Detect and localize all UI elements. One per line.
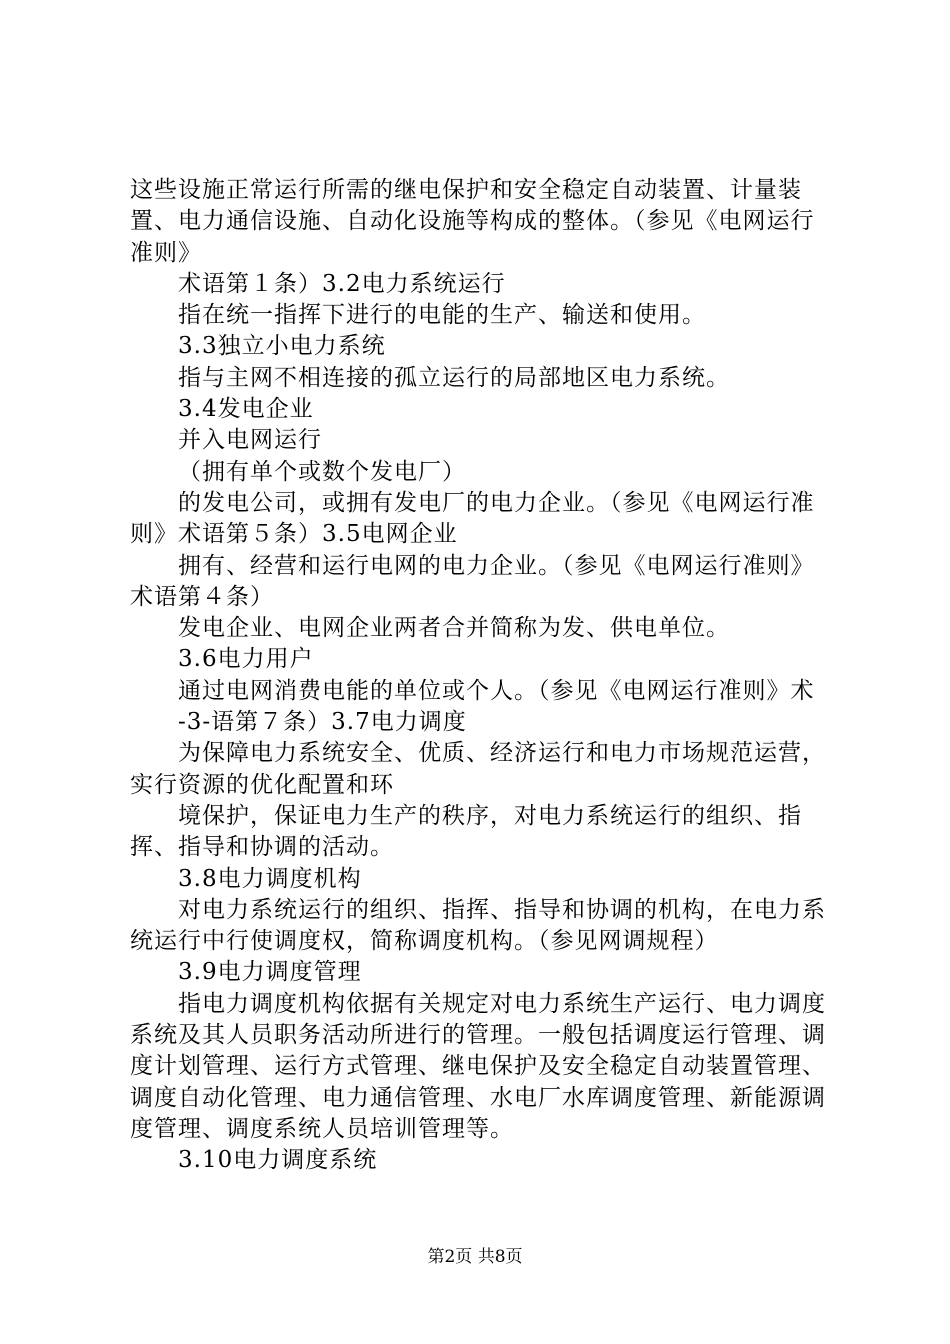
- paragraph-9: 的发电公司，或拥有发电厂的电力企业。（参见《电网运行准则》术语第５条）3.5电网企业: [130, 489, 815, 548]
- paragraph-10: 拥有、经营和运行电网的电力企业。（参见《电网运行准则》术语第４条）: [130, 552, 815, 610]
- paragraph-4: 3.3独立小电力系统: [178, 333, 386, 360]
- paragraph-16: 境保护，保证电力生产的秩序，对电力系统运行的组织、指挥、指导和协调的活动。: [130, 802, 802, 861]
- document-body: [130, 175, 836, 1177]
- paragraph-12: 3.6电力用户: [178, 646, 314, 673]
- paragraph-14: -3-语第７条）3.7电力调度: [178, 709, 467, 736]
- paragraph-7: 并入电网运行: [178, 427, 322, 454]
- paragraph-21: 3.10电力调度系统: [178, 1147, 378, 1174]
- paragraph-17: 3.8电力调度机构: [178, 865, 362, 892]
- paragraph-19: 3.9电力调度管理: [178, 959, 362, 986]
- paragraph-6: 3.4发电企业: [178, 396, 314, 423]
- paragraph-11: 发电企业、电网企业两者合并简称为发、供电单位。: [178, 615, 730, 642]
- paragraph-20: 指电力调度机构依据有关规定对电力系统生产运行、电力调度系统及其人员职务活动所进行的管理。一般包括调度运行管理、调度计划管理、运行方式管理、继电保护及安全稳定自动装置管理、调度自动化管理、电力通信管理、水电厂水库调度管理、新能源调度管理、调度系统人员培训管理等。: [130, 990, 826, 1142]
- paragraph-5: 指与主网不相连接的孤立运行的局部地区电力系统。: [178, 364, 730, 391]
- paragraph-3: 指在统一指挥下进行的电能的生产、输送和使用。: [178, 302, 706, 329]
- paragraph-18: 对电力系统运行的组织、指挥、指导和协调的机构，在电力系统运行中行使调度权，简称调度机构。（参见网调规程）: [130, 896, 826, 955]
- paragraph-13: 通过电网消费电能的单位或个人。（参见《电网运行准则》术: [178, 677, 815, 704]
- paragraph-8: （拥有单个或数个发电厂）: [178, 458, 466, 485]
- paragraph-2: 术语第１条）3.2电力系统运行: [178, 270, 506, 297]
- page-number-footer: 第2页 共8页: [427, 1247, 523, 1267]
- paragraph-15: 为保障电力系统安全、优质、经济运行和电力市场规范运营，实行资源的优化配置和环: [130, 740, 826, 798]
- paragraph-1: 这些设施正常运行所需的继电保护和安全稳定自动装置、计量装置、电力通信设施、自动化设施等构成的整体。（参见《电网运行准则》: [130, 177, 815, 266]
